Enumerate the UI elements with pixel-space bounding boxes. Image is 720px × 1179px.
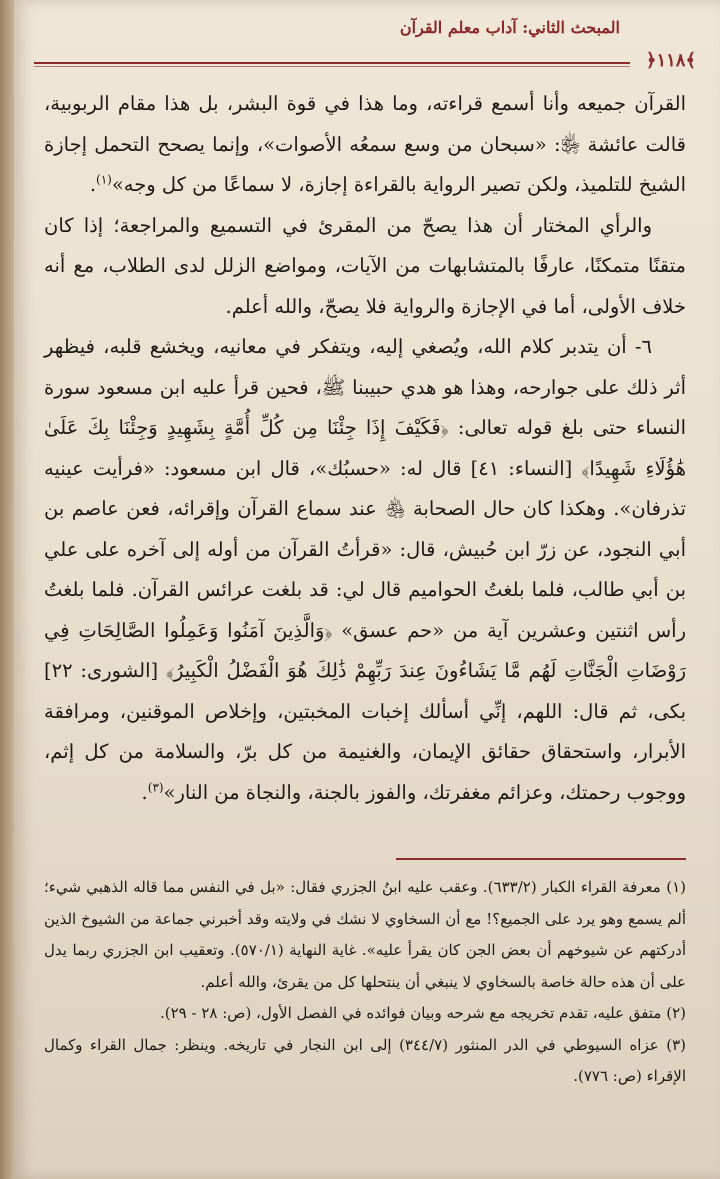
book-page — [14, 0, 720, 1179]
main-text — [44, 84, 686, 813]
footnotes — [44, 872, 686, 1093]
paragraph-1: القرآن جميعه وأنا أسمع قراءته، وما هذا في قوة البشر، بل هذا مقام الربوبية، قالت عائشة ﵂: «سبحان من وسع سمعُه الأصوات»، وإنما يصحح التحمل إجازة الشيخ للتلميذ، ولكن تصير الرواية بالقراءة إجازة، لا سماعًا من كل وجه»$^{(١)}$. — [44, 92, 686, 196]
footnote-1: (١) معرفة القراء الكبار (٦٣٣/٢). وعقب عليه ابنُ الجزري فقال: «بل في النفس مما قاله الذهبي شيء؛ ألم يسمع وهو يرد على الجميع؟! مع أن السخاوي لا نشك في ولايته وقد أخبرني جماعة من الشيوخ الذين أدركتهم عن شيوخهم أن بعض الجن كان يقرأ عليه». غاية النهاية (٥٧٠/١). وتعقيب ابن الجزري ربما يدل على أن هذه حالة خاصة بالسخاوي لا ينبغي أن ينتحلها كل من يقرئ، والله أعلم. — [44, 878, 686, 991]
footnote-mark-3: (٣) — [147, 780, 164, 794]
header-rule-thin — [34, 66, 630, 67]
header-rule — [34, 62, 630, 64]
running-title: المبحث الثاني: آداب معلم القرآن — [399, 18, 620, 37]
footnote-2: (٢) متفق عليه، تقدم تخريجه مع شرحه وبيان فوائده في الفصل الأول، (ص: ٢٨ - ٢٩). — [160, 1004, 686, 1022]
paragraph-3-text: ٦- أن يتدبر كلام الله، ويُصغي إليه، ويتفكر في معانيه، ويخشع قلبه، فيظهر أثر ذلك على جوارحه، وهذا هو هدي حبيبنا ﷺ، فحين قرأ عليه ابن مسعود سورة النساء حتى بلغ قوله تعالى: ﴿فَكَيْفَ إِذَا جِئْنَا مِن كُلِّ أُمَّةٍ بِشَهِيدٍ وَجِئْنَا بِكَ عَلَىٰ هَٰؤُلَاءِ شَهِيدًا﴾ [النساء: ٤١] قال له: «حسبُك»، قال ابن مسعود: «فرأيت عينيه تذرفان». وهكذا كان حال الصحابة ﵃ عند سماع القرآن وإقرائه، فعن عاصم بن أبي النجود، عن زرّ ابن حُبيش، قال: «قرأتُ القرآن من أوله إلى آخره على علي بن أبي طالب، فلما بلغتُ الحواميم قال لي: قد بلغت عرائس القرآن. فلما بلغتُ رأس اثنتين وعشرين آية من «حم عسق» ﴿وَالَّذِينَ آمَنُوا وَعَمِلُوا الصَّالِحَاتِ فِي رَوْضَاتِ الْجَنَّاتِ لَهُم مَّا يَشَاءُونَ عِندَ رَبِّهِمْ ذَٰلِكَ هُوَ الْفَضْلُ الْكَبِيرُ﴾ [الشورى: ٢٢] بكى، ثم قال: اللهم، إنِّي أسألك إخبات المخبتين، وإخلاص الموقنين، ومرافقة الأبرار، واستحقاق حقائق الإيمان، والغنيمة من كل برّ، والسلامة من كل إثم، ووجوب رحمتك، وعزائم مغفرتك، والفوز بالجنة، والنجاة من النار» — [44, 335, 686, 804]
book-spine-edge — [0, 0, 14, 1179]
footnote-divider — [396, 858, 686, 860]
footnote-mark-1: (١) — [96, 172, 112, 187]
footnote-3: (٣) عزاه السيوطي في الدر المنثور (٣٤٤/٧) إلى ابن النجار في تاريخه. وينظر: جمال القراء وكمال الإقراء (ص: ٧٧٦). — [44, 1035, 686, 1085]
paragraph-3: ٦- أن يتدبر كلام الله، ويُصغي إليه، ويتفكر في معانيه، ويخشع قلبه، فيظهر أثر ذلك على جوارحه، وهذا هو هدي حبيبنا ﷺ، فحين قرأ عليه ابن مسعود سورة النساء حتى بلغ قوله تعالى: ﴿فَكَيْفَ إِذَا جِئْنَا مِن كُلِّ أُمَّةٍ بِشَهِيدٍ وَجِئْنَا بِكَ عَلَىٰ هَٰؤُلَاءِ شَهِيدًا﴾ [النساء: ٤١] قال له: «حسبُك»، قال ابن مسعود: «فرأيت عينيه تذرفان». وهكذا كان حال الصحابة ﵃ عند سماع القرآن وإقرائه، فعن عاصم بن أبي النجود، عن زرّ ابن حُبيش، قال: «قرأتُ القرآن من أوله إلى آخره على علي بن أبي طالب، فلما بلغتُ الحواميم قال لي: قد بلغت عرائس القرآن. فلما بلغتُ رأس اثنتين وعشرين آية من «حم عسق» ﴿وَالَّذِينَ آمَنُوا وَعَمِلُوا الصَّالِحَاتِ فِي رَوْضَاتِ الْجَنَّاتِ لَهُم مَّا يَشَاءُونَ عِندَ رَبِّهِمْ ذَٰلِكَ هُوَ الْفَضْلُ الْكَبِيرُ﴾ [الشورى: ٢٢] بكى، ثم قال: اللهم، إنِّي أسألك إخبات المخبتين، وإخلاص الموقنين، ومرافقة الأبرار، واستحقاق حقائق الإيمان، والغنيمة من كل برّ، والسلامة من كل إثم، ووجوب رحمتك، وعزائم مغفرتك، والفوز بالجنة، والنجاة من النار»$^{(٣)}$. — [44, 335, 686, 804]
page-number-value: ١١٨ — [656, 50, 686, 71]
paragraph-1-text: القرآن جميعه وأنا أسمع قراءته، وما هذا في قوة البشر، بل هذا مقام الربوبية، قالت عائشة ﵂: «سبحان من وسع سمعُه الأصوات»، وإنما يصحح التحمل إجازة الشيخ للتلميذ، ولكن تصير الرواية بالقراءة إجازة، لا سماعًا من كل وجه» — [44, 92, 686, 196]
page-number: ﴾١١٨﴿ — [645, 50, 696, 71]
page-header — [34, 8, 700, 78]
paragraph-2: والرأي المختار أن هذا يصحّ من المقرئ في التسميع والمراجعة؛ إذا كان متقنًا متمكنًا، عارفًا بالمتشابهات من الآيات، ومواضع الزلل لدى الطلاب، مع أنه خلاف الأولى، أما في الإجازة والرواية فلا يصحّ، والله أعلم. — [44, 213, 686, 318]
